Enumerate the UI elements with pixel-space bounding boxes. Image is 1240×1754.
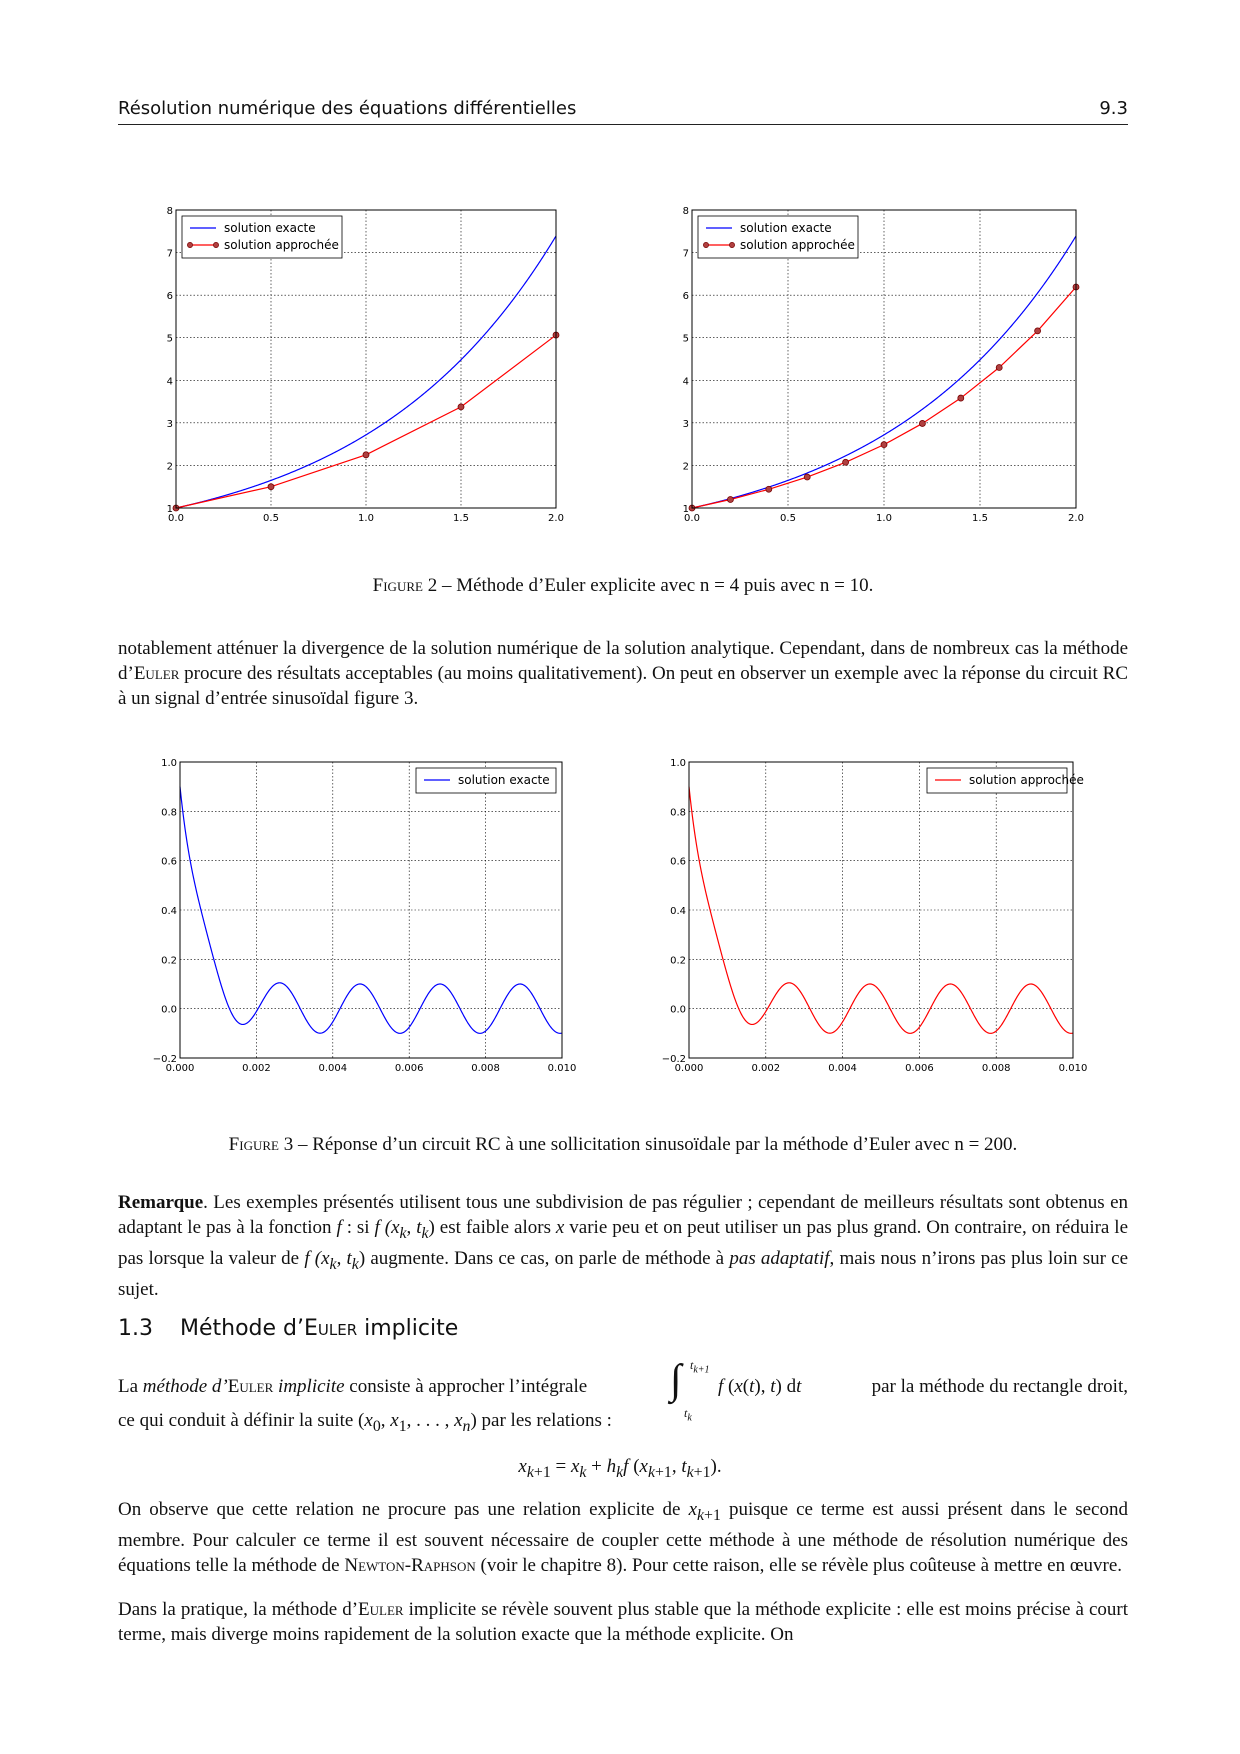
data-point bbox=[363, 452, 369, 458]
legend-label: solution approchée bbox=[969, 773, 1084, 787]
x-tick-label: 2.0 bbox=[1068, 513, 1084, 524]
y-tick-label: 7 bbox=[682, 248, 689, 260]
figure3-caption: Figure 3 – Réponse d’un circuit RC à une sollicitation sinusoïdale par la méthode d’Euler avec n = 200. bbox=[228, 1134, 1018, 1155]
y-tick-label: 0.0 bbox=[670, 1004, 686, 1016]
chart-rc-exact bbox=[140, 752, 580, 1082]
chart-euler-n10 bbox=[660, 200, 1084, 524]
legend-label: solution exacte bbox=[458, 773, 550, 787]
x-tick-label: 0.000 bbox=[674, 1063, 704, 1074]
chart-euler-n4 bbox=[160, 200, 564, 524]
implicit-method-intro: La méthode d’Euler implicite consiste à approcher l’intégrale ∫ $t_{k+1}$ $t_k$ f (x(t), t) dt par la méthode du rectangle droit, ce qui conduit à définir la suite ($x_0$, $x_1$, . . . , $x_n$) par les relations : bbox=[118, 1357, 1128, 1435]
x-tick-label: 0.002 bbox=[751, 1063, 781, 1074]
y-tick-label: 0.2 bbox=[161, 955, 177, 967]
y-tick-label: 1.0 bbox=[161, 758, 177, 769]
y-tick-label: 5 bbox=[682, 333, 689, 345]
y-tick-label: 3 bbox=[166, 418, 173, 430]
legend-marker bbox=[187, 242, 192, 247]
data-point bbox=[268, 484, 274, 490]
legend-label: solution approchée bbox=[224, 238, 339, 252]
integral-sign: ∫ bbox=[670, 1357, 682, 1403]
x-tick-label: 1.0 bbox=[358, 513, 374, 524]
paragraph-intro: notablement atténuer la divergence de la solution numérique de la solution analytique. Cependant, dans de nombreux cas la méthode d’Euler procure des résultats acceptables (au moins qualitativement). On peut en observer un exemple avec la réponse du circuit RC à un signal d’entrée sinusoïdal figure 3. bbox=[118, 638, 1128, 709]
figure2-caption: Figure 2 – Méthode d’Euler explicite avec n = 4 puis avec n = 10. bbox=[372, 575, 874, 596]
x-tick-label: 0.002 bbox=[242, 1063, 271, 1074]
y-tick-label: 4 bbox=[166, 376, 173, 388]
series-line-2 bbox=[692, 287, 1076, 508]
legend-label: solution exacte bbox=[224, 221, 316, 235]
x-tick-label: 0.5 bbox=[263, 513, 279, 524]
data-point bbox=[996, 365, 1002, 371]
y-tick-label: 8 bbox=[682, 206, 689, 217]
y-tick-label: 2 bbox=[166, 461, 173, 473]
x-tick-label: 1.0 bbox=[876, 513, 892, 524]
figure2-chart-left bbox=[160, 200, 564, 524]
x-tick-label: 0.008 bbox=[981, 1063, 1011, 1074]
data-point bbox=[1035, 328, 1041, 334]
data-point bbox=[727, 496, 733, 502]
x-tick-label: 0.010 bbox=[547, 1063, 577, 1074]
y-tick-label: 3 bbox=[682, 418, 689, 430]
paragraph-stability: Dans la pratique, la méthode d’Euler implicite se révèle souvent plus stable que la méthode explicite : elle est moins précise à court terme, mais diverge moins rapidement de la solution exacte que la méthode explicite. On bbox=[118, 1599, 1128, 1645]
data-point bbox=[843, 459, 849, 465]
y-tick-label: 0.6 bbox=[161, 856, 177, 868]
implicit-euler-equation: $x_{k+1} = x_k + h_kf$ ($x_{k+1}$, $t_{k+1}$). bbox=[518, 1456, 722, 1481]
legend-label: solution exacte bbox=[740, 221, 832, 235]
x-tick-label: 0.006 bbox=[394, 1063, 424, 1074]
chart-rc-approx bbox=[655, 752, 1095, 1082]
legend-marker bbox=[703, 242, 708, 247]
legend-marker bbox=[729, 242, 734, 247]
figure2-chart-right bbox=[660, 200, 1084, 524]
x-tick-label: 0.010 bbox=[1058, 1063, 1088, 1074]
data-point bbox=[881, 442, 887, 448]
y-tick-label: 0.8 bbox=[161, 807, 177, 819]
figure3-chart-right bbox=[655, 752, 1095, 1082]
y-tick-label: 1 bbox=[682, 504, 689, 515]
header-section-number: 9.3 bbox=[1099, 98, 1128, 119]
x-tick-label: 0.5 bbox=[780, 513, 796, 524]
legend-label: solution approchée bbox=[740, 238, 855, 252]
paragraph-implicit-cost: On observe que cette relation ne procure pas une relation explicite de $x_{k+1}$ puisque ce terme est aussi présent dans le second membre. Pour calculer ce terme il est souvent nécessaire de coupler cette méthode à une méthode de résolution numérique des équations telle la méthode de Newton-Raphson (voir le chapitre 8). Pour cette raison, elle se révèle plus coûteuse à mettre en œuvre. bbox=[118, 1499, 1128, 1576]
x-tick-label: 1.5 bbox=[453, 513, 469, 524]
legend-marker bbox=[213, 242, 218, 247]
y-tick-label: 5 bbox=[166, 333, 173, 345]
y-tick-label: 2 bbox=[682, 461, 689, 473]
data-point bbox=[458, 404, 464, 410]
x-tick-label: 0.004 bbox=[828, 1063, 857, 1074]
y-tick-label: 4 bbox=[682, 376, 689, 388]
y-tick-label: 6 bbox=[166, 291, 173, 303]
y-tick-label: 0.4 bbox=[161, 906, 177, 917]
x-tick-label: 0.0 bbox=[684, 513, 700, 524]
x-tick-label: 1.5 bbox=[972, 513, 988, 524]
data-point bbox=[804, 474, 810, 480]
y-tick-label: −0.2 bbox=[152, 1054, 177, 1065]
x-tick-label: 2.0 bbox=[548, 513, 564, 524]
y-tick-label: 1.0 bbox=[670, 758, 686, 769]
y-tick-label: −0.2 bbox=[661, 1054, 686, 1065]
y-tick-label: 6 bbox=[682, 291, 689, 303]
y-tick-label: 0.4 bbox=[670, 906, 686, 917]
x-tick-label: 0.0 bbox=[168, 513, 184, 524]
y-tick-label: 0.6 bbox=[670, 856, 686, 868]
y-tick-label: 1 bbox=[166, 504, 173, 515]
running-header bbox=[118, 98, 1128, 125]
x-tick-label: 0.000 bbox=[165, 1063, 195, 1074]
x-tick-label: 0.006 bbox=[905, 1063, 934, 1074]
data-point bbox=[919, 420, 925, 426]
section-heading: 1.3 Méthode d’Euler implicite bbox=[118, 1316, 459, 1341]
y-tick-label: 0.8 bbox=[670, 807, 686, 819]
y-tick-label: 8 bbox=[166, 206, 173, 217]
remark-paragraph: Remarque. Les exemples présentés utilisent tous une subdivision de pas régulier ; cependant de meilleurs résultats sont obtenus en adaptant le pas à la fonction f : si f ($x_k$, $t_k$) est faible alors x varie peu et on peut utiliser un pas plus grand. On contraire, on réduira le pas lorsque la valeur de f ($x_k$, $t_k$) augmente. Dans ce cas, on parle de méthode à pas adaptatif, mais nous n’irons pas plus loin sur ce sujet. bbox=[118, 1192, 1129, 1300]
y-tick-label: 0.0 bbox=[161, 1004, 177, 1016]
data-point bbox=[766, 486, 772, 492]
header-title: Résolution numérique des équations différentielles bbox=[118, 98, 577, 119]
y-tick-label: 0.2 bbox=[670, 955, 686, 967]
data-point bbox=[958, 395, 964, 401]
x-tick-label: 0.004 bbox=[318, 1063, 348, 1074]
y-tick-label: 7 bbox=[166, 248, 173, 260]
figure3-chart-left bbox=[140, 752, 580, 1082]
x-tick-label: 0.008 bbox=[471, 1063, 500, 1074]
